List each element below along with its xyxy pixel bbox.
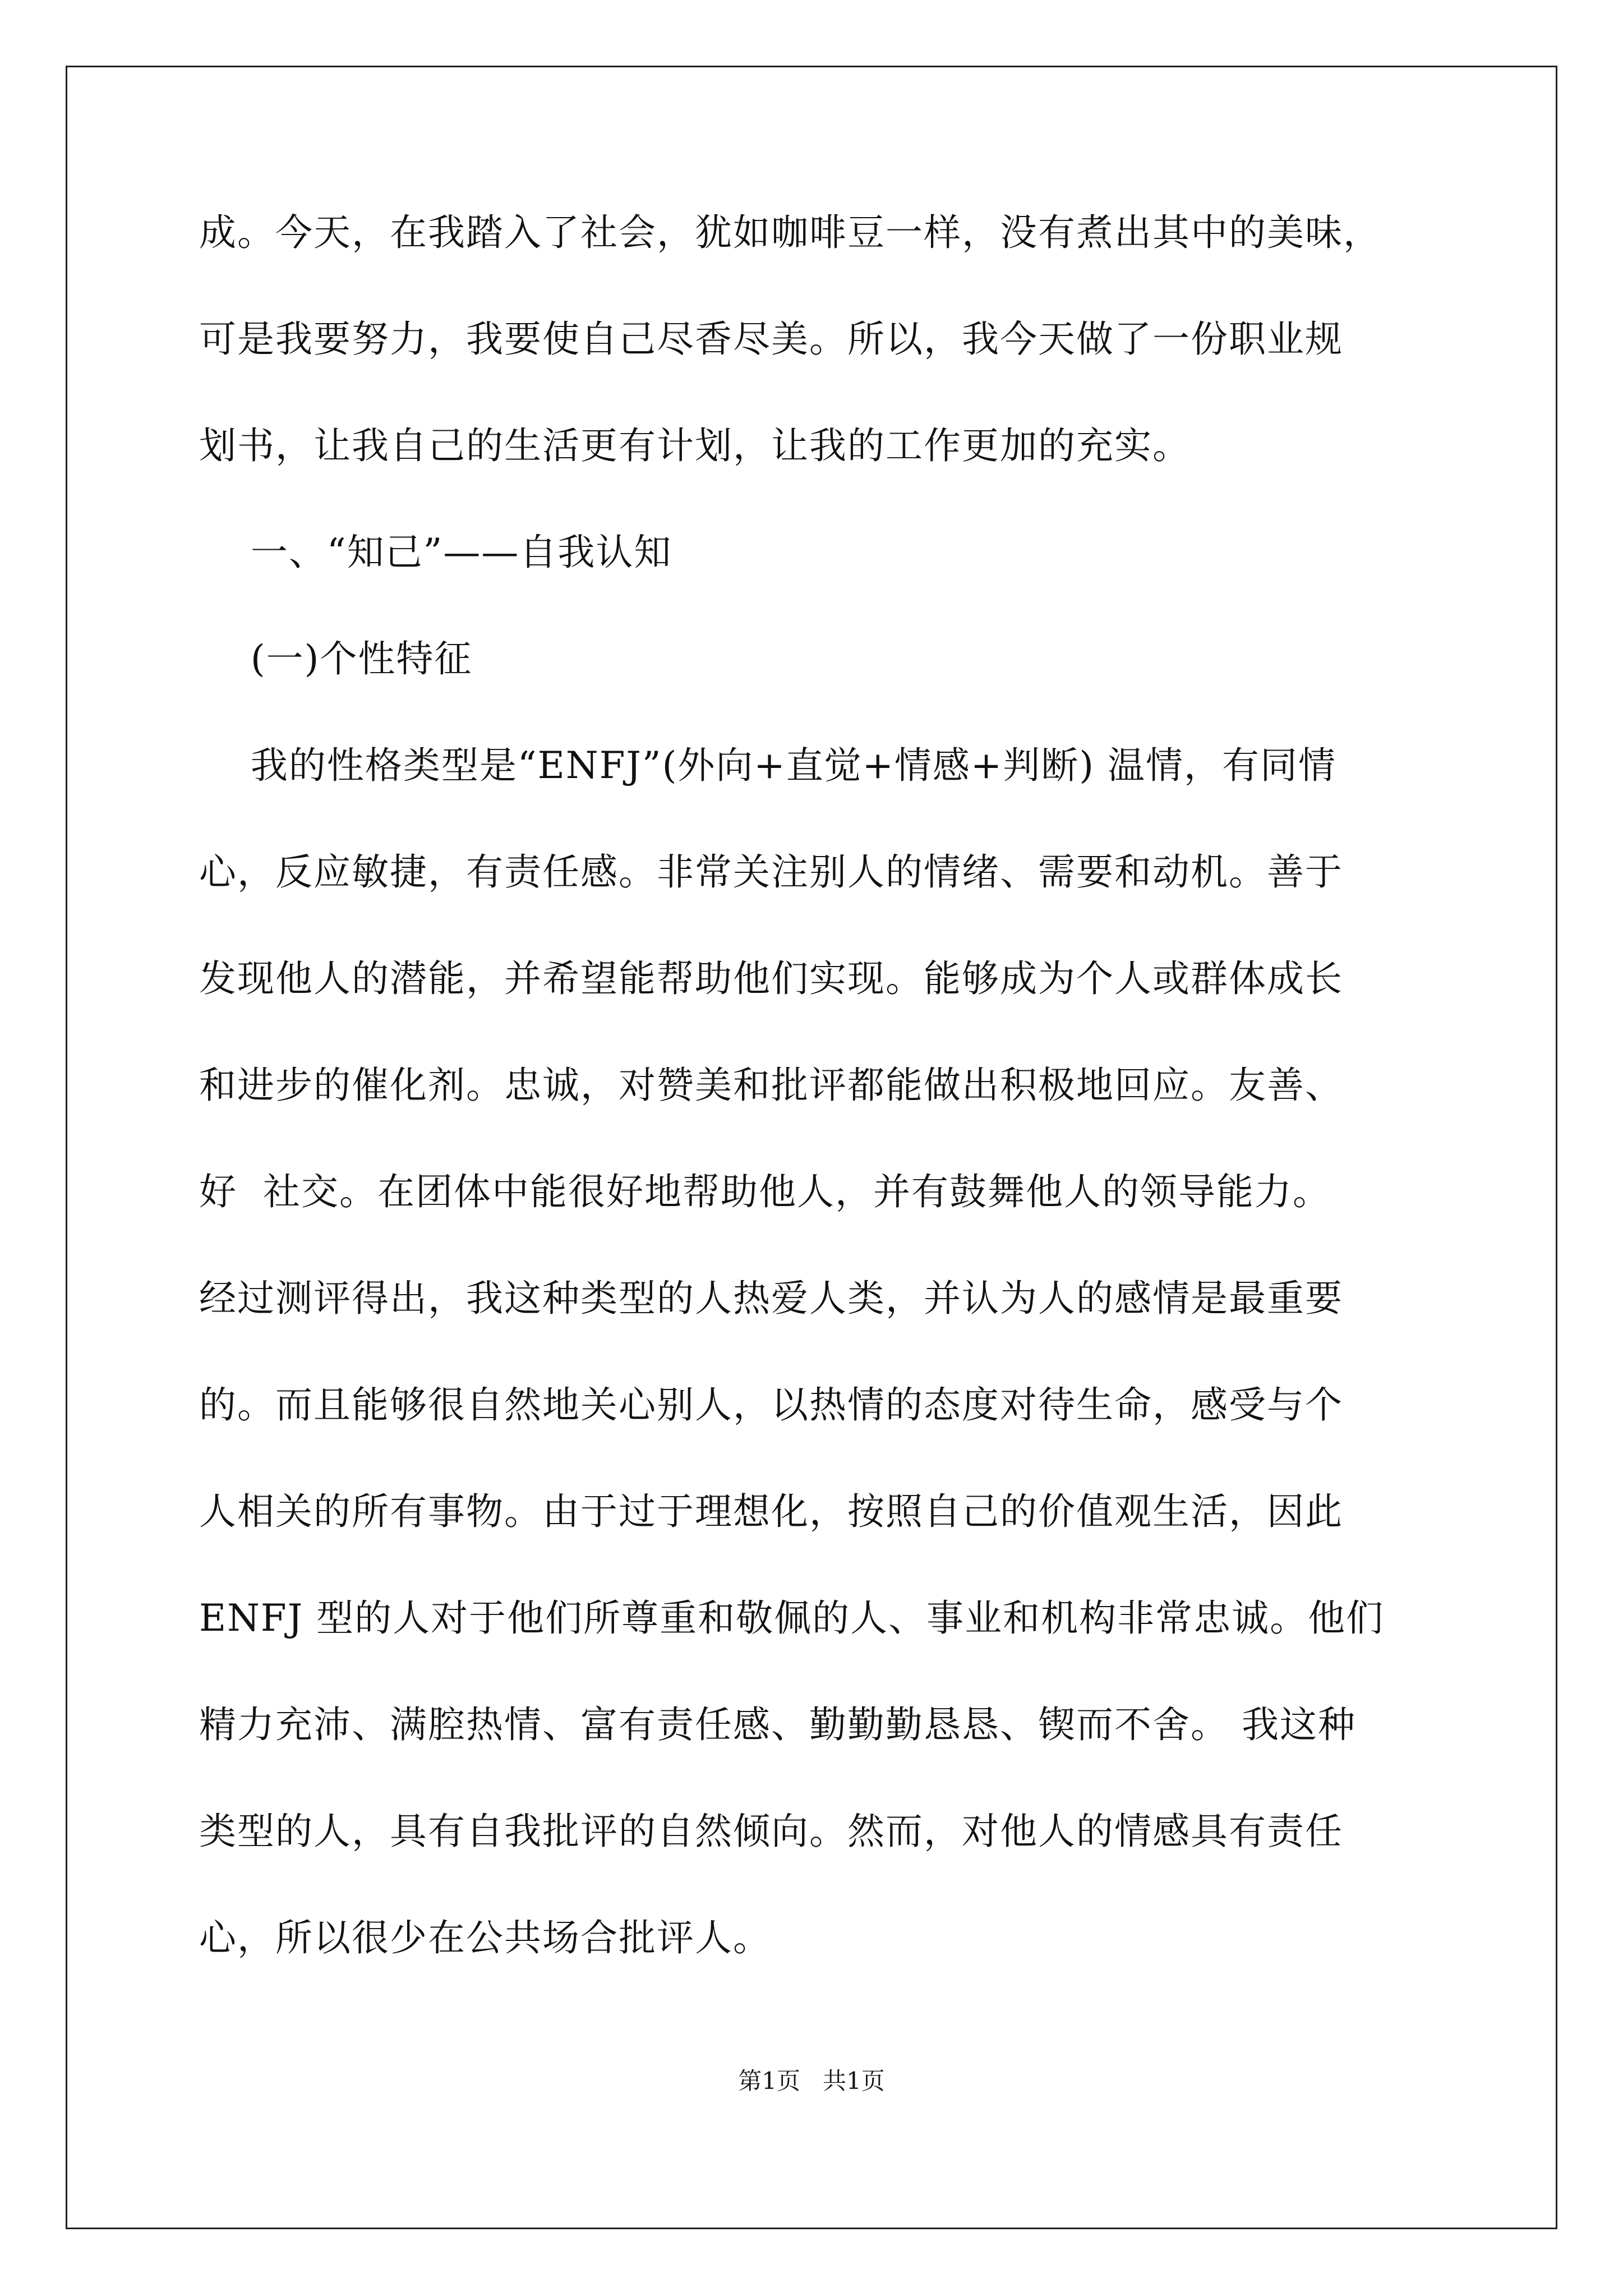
text-line: 好 社交。在团体中能很好地帮助他人，并有鼓舞他人的领导能力。 bbox=[199, 1170, 1331, 1213]
text-line: 精力充沛、满腔热情、富有责任感、勤勤勤恳恳、锲而不舍。 我这种 bbox=[199, 1703, 1356, 1746]
text-line: 类型的人，具有自我批评的自然倾向。然而，对他人的情感具有责任 bbox=[199, 1810, 1343, 1853]
text-line: 心，反应敏捷，有责任感。非常关注别人的情绪、需要和动机。善于 bbox=[199, 850, 1343, 894]
text-line: 划书，让我自己的生活更有计划，让我的工作更加的充实。 bbox=[199, 424, 1191, 467]
text-line: 和进步的催化剂。忠诚，对赞美和批评都能做出积极地回应。友善、 bbox=[199, 1064, 1343, 1107]
subsection-heading: (一)个性特征 bbox=[199, 637, 473, 680]
page-footer: 第1页 共1页 bbox=[738, 2067, 885, 2095]
text-line: 成。今天，在我踏入了社会，犹如咖啡豆一样，没有煮出其中的美味， bbox=[199, 211, 1381, 254]
text-line: 可是我要努力，我要使自己尽香尽美。所以，我今天做了一份职业规 bbox=[199, 318, 1343, 361]
text-line: 人相关的所有事物。由于过于理想化，按照自己的价值观生活，因此 bbox=[199, 1490, 1343, 1533]
section-heading: 一、“知己”——自我认知 bbox=[199, 531, 672, 574]
text-line: 我的性格类型是“ENFJ”(外向+直觉+情感+判断) 温情，有同情 bbox=[199, 744, 1336, 787]
text-line: 发现他人的潜能，并希望能帮助他们实现。能够成为个人或群体成长 bbox=[199, 957, 1343, 1000]
text-line: 经过测评得出，我这种类型的人热爱人类，并认为人的感情是最重要 bbox=[199, 1277, 1343, 1320]
text-line: 的。而且能够很自然地关心别人，以热情的态度对待生命，感受与个 bbox=[199, 1383, 1343, 1427]
page-border bbox=[66, 66, 1557, 2229]
text-line: ENFJ 型的人对于他们所尊重和敬佩的人、事业和机构非常忠诚。他们 bbox=[199, 1596, 1385, 1640]
text-line: 心，所以很少在公共场合批评人。 bbox=[199, 1916, 771, 1959]
